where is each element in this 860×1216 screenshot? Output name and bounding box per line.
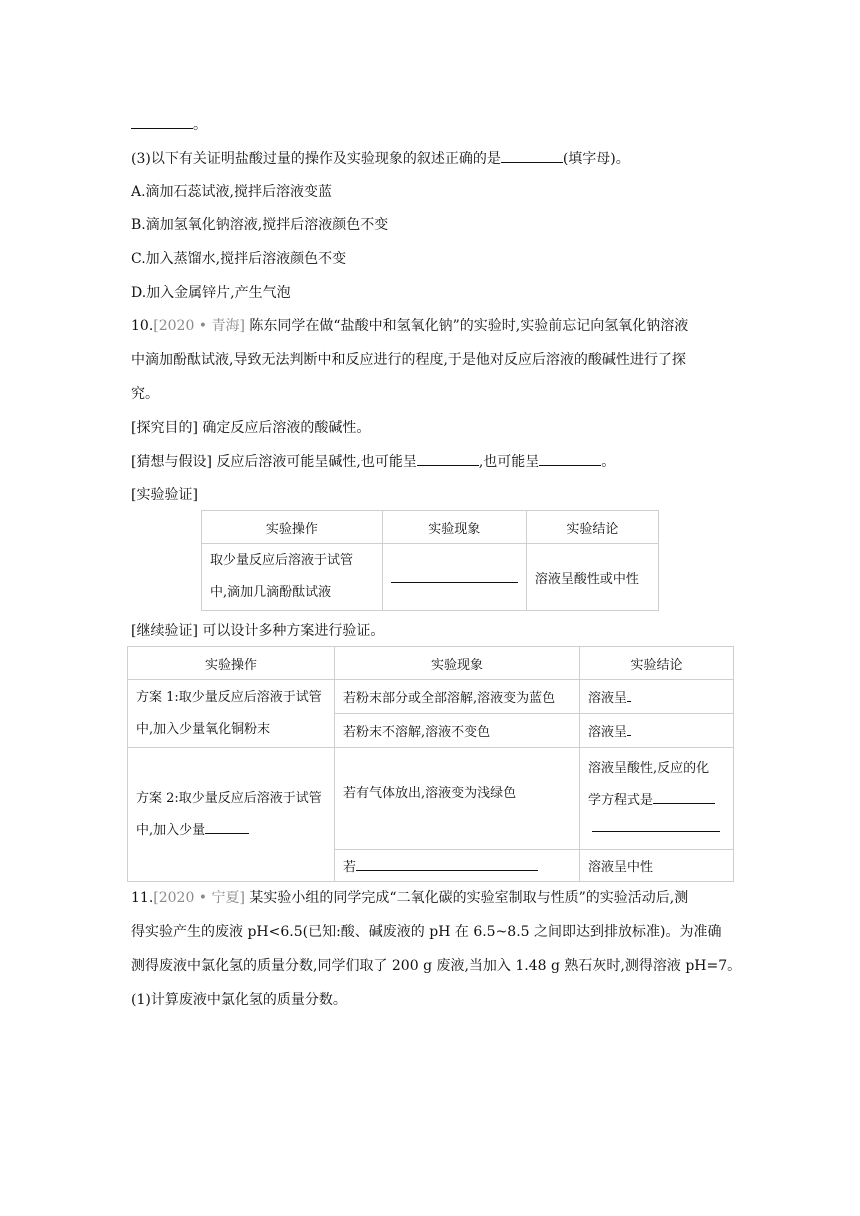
inquiry-purpose: [探究目的] 确定反应后溶液的酸碱性。 bbox=[131, 420, 371, 436]
answer-blank[interactable] bbox=[653, 789, 715, 804]
verification-table bbox=[201, 510, 659, 611]
table-header: 实验现象 bbox=[335, 647, 580, 680]
question-10-line-1: 10.[2020 • 青海] 陈东同学在做“盐酸中和氢氧化钠”的实验时,实验前忘记向氢氧化钠溶液 bbox=[131, 318, 689, 334]
table-cell-operation: 取少量反应后溶液于试管 中,滴加几滴酚酞试液 bbox=[202, 544, 383, 611]
plan-2-operation: 方案 2:取少量反应后溶液于试管 中,加入少量 bbox=[128, 748, 335, 882]
table-header: 实验结论 bbox=[580, 647, 734, 680]
question-source: [2020 • 宁夏] bbox=[153, 890, 245, 906]
plan-1-operation: 方案 1:取少量反应后溶液于试管 中,加入少量氧化铜粉末 bbox=[128, 680, 335, 748]
answer-blank[interactable] bbox=[131, 114, 193, 129]
plan-1-observation-2: 若粉末不溶解,溶液不变色 bbox=[335, 714, 580, 748]
plan-2-observation-2: 若 bbox=[335, 850, 580, 882]
table-header: 实验现象 bbox=[382, 511, 526, 544]
question-11-line-2: 得实验产生的废液 pH<6.5(已知:酸、碱废液的 pH 在 6.5~8.5 之间即达到排放标准)。为准确 bbox=[131, 924, 722, 940]
question-3: (3)以下有关证明盐酸过量的操作及实验现象的叙述正确的是 (填字母)。 bbox=[131, 148, 630, 169]
table-cell-conclusion: 溶液呈酸性或中性 bbox=[526, 544, 658, 611]
plan-1-conclusion-1: 溶液呈 bbox=[580, 680, 734, 714]
answer-line-top: 。 bbox=[131, 114, 207, 135]
plan-2-conclusion-1: 溶液呈酸性,反应的化 学方程式是 bbox=[580, 748, 734, 850]
answer-blank[interactable] bbox=[391, 568, 518, 583]
answer-blank[interactable] bbox=[356, 856, 538, 871]
continued-verification-table bbox=[127, 646, 734, 882]
experiment-verify-heading: [实验验证] bbox=[131, 487, 198, 503]
answer-blank[interactable] bbox=[501, 148, 563, 163]
plan-1-conclusion-2: 溶液呈 bbox=[580, 714, 734, 748]
answer-blank[interactable] bbox=[592, 817, 720, 832]
plan-1-observation-1: 若粉末部分或全部溶解,溶液变为蓝色 bbox=[335, 680, 580, 714]
question-10-line-3: 究。 bbox=[131, 386, 159, 402]
option-d: D.加入金属锌片,产生气泡 bbox=[131, 285, 291, 301]
question-source: [2020 • 青海] bbox=[153, 318, 245, 334]
answer-blank[interactable] bbox=[627, 687, 631, 702]
answer-blank[interactable] bbox=[627, 721, 631, 736]
plan-2-conclusion-2: 溶液呈中性 bbox=[580, 850, 734, 882]
continue-verify-heading: [继续验证] 可以设计多种方案进行验证。 bbox=[131, 623, 385, 639]
question-10-line-2: 中滴加酚酞试液,导致无法判断中和反应进行的程度,于是他对反应后溶液的酸碱性进行了探 bbox=[131, 352, 686, 368]
table-header: 实验操作 bbox=[202, 511, 383, 544]
question-11-line-1: 11.[2020 • 宁夏] 某实验小组的同学完成“二氧化碳的实验室制取与性质”的实验活动后,测 bbox=[131, 890, 689, 906]
option-b: B.滴加氢氧化钠溶液,搅拌后溶液颜色不变 bbox=[131, 217, 389, 233]
question-11-part-1: (1)计算废液中氯化氢的质量分数。 bbox=[131, 992, 347, 1008]
table-header: 实验操作 bbox=[128, 647, 335, 680]
answer-blank[interactable] bbox=[539, 451, 601, 466]
question-11-line-3: 测得废液中氯化氢的质量分数,同学们取了 200 g 废液,当加入 1.48 g 熟石灰时,测得溶液 pH=7。 bbox=[131, 958, 742, 974]
answer-blank[interactable] bbox=[417, 451, 479, 466]
option-a: A.滴加石蕊试液,搅拌后溶液变蓝 bbox=[131, 184, 333, 200]
table-header: 实验结论 bbox=[526, 511, 658, 544]
answer-blank[interactable] bbox=[205, 819, 249, 834]
table-cell-observation bbox=[382, 544, 526, 611]
hypothesis: [猜想与假设] 反应后溶液可能呈碱性,也可能呈 ,也可能呈 。 bbox=[131, 451, 615, 472]
option-c: C.加入蒸馏水,搅拌后溶液颜色不变 bbox=[131, 251, 347, 267]
plan-2-observation-1: 若有气体放出,溶液变为浅绿色 bbox=[335, 748, 580, 850]
